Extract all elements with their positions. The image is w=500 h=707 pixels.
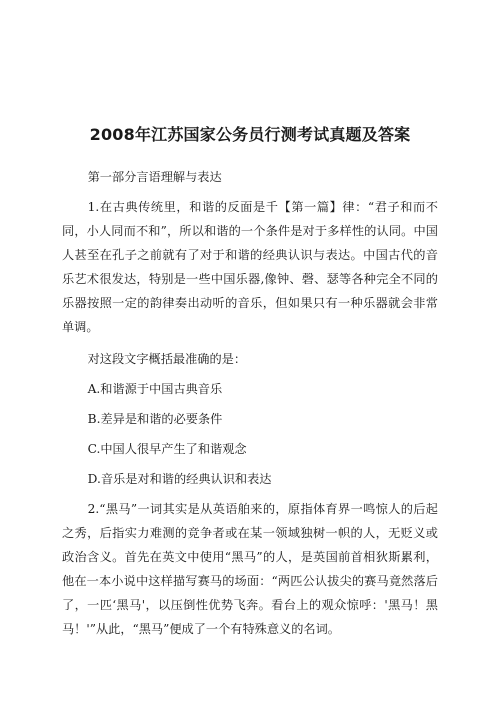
question-1-stem: 1.在古典传统里，和谐的反面是千【第一篇】律：“君子和而不同，小人同而不和”，所以和谐的一个条件是对于多样性的认同。中国人甚至在孔子之前就有了对于和谐的经典认识与表达。中国古代的音乐艺术很发达，特别是一些中国乐器,像钟、磬、瑟等各种完全不同的乐器按照一定的韵律奏出动听的音乐，但如果只有一种乐器就会非常单调。	[62, 200, 438, 334]
question-1-option-d: D.音乐是对和谐的经典认识和表达	[87, 472, 272, 486]
document-title: 2008年江苏国家公务员行测考试真题及答案	[89, 125, 411, 144]
section-heading: 第一部分言语理解与表达	[87, 170, 222, 184]
question-1-prompt: 对这段文字概括最准确的是：	[87, 352, 247, 366]
question-2-stem: 2.“黑马”一词其实是从英语舶来的，原指体育界一鸣惊人的后起之秀，后指实力难测的竞争者或在某一领域独树一帜的人，无贬义或政治含义。首先在英文中使用“黑马”的人，是英国前首相狄斯累利，他在一本小说中这样描写赛马的场面：“两匹公认拔尖的赛马竟然落后了，一匹‘黑马'，以压倒性优势飞奔。看台上的观众惊呼：'黑马！黑马！'”从此，“黑马”便成了一个有特殊意义的名词。	[62, 502, 438, 636]
question-1-option-b: B.差异是和谐的必要条件	[87, 412, 223, 426]
question-1-option-a: A.和谐源于中国古典音乐	[87, 382, 223, 396]
question-1-option-c: C.中国人很早产生了和谐观念	[87, 442, 247, 456]
